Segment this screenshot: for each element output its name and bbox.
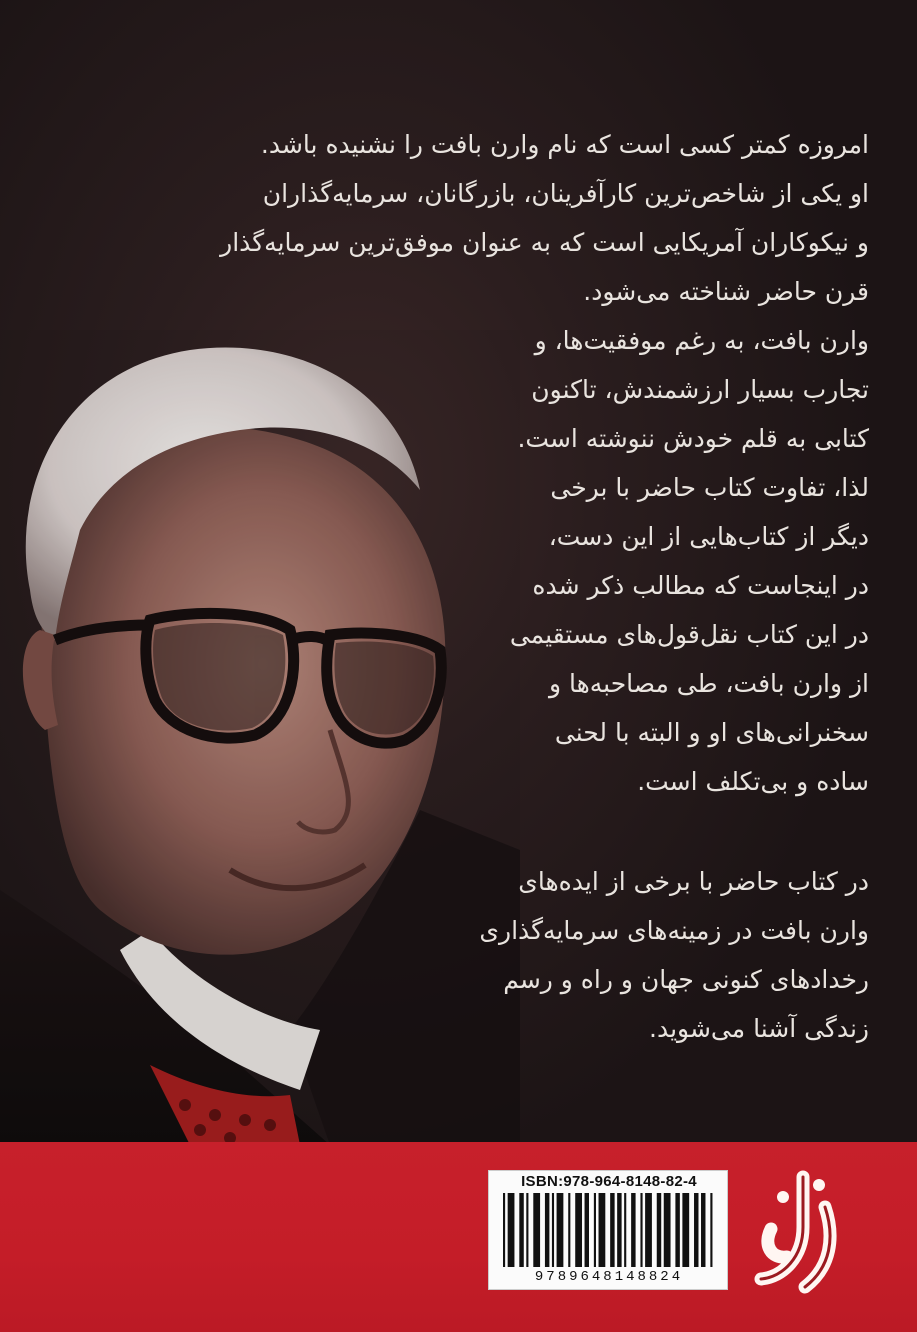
text-line: تجارب بسیار ارزشمندش، تاکنون bbox=[531, 375, 869, 404]
barcode-bar bbox=[701, 1193, 705, 1267]
barcode-bar bbox=[617, 1193, 621, 1267]
barcode-bar bbox=[568, 1193, 570, 1267]
description-paragraph-2 bbox=[229, 857, 869, 1053]
text-line: امروزه کمتر کسی است که نام وارن بافت را نشنیده باشد. bbox=[260, 130, 869, 159]
text-line: در کتاب حاضر با برخی از ایده‌های bbox=[518, 867, 869, 896]
description-paragraph-1 bbox=[220, 120, 869, 806]
text-line: وارن بافت در زمینه‌های سرمایه‌گذاری bbox=[479, 916, 869, 945]
text-line: قرن حاضر شناخته می‌شود. bbox=[583, 277, 869, 306]
barcode-bar bbox=[557, 1193, 564, 1267]
text-line: و نیکوکاران آمریکایی است که به عنوان موفق‌ترین سرمایه‌گذار bbox=[220, 228, 869, 257]
barcode-bar bbox=[594, 1193, 596, 1267]
isbn-label: ISBN:978-964-8148-82-4 bbox=[521, 1173, 697, 1190]
barcode-bar bbox=[519, 1193, 523, 1267]
barcode-bar bbox=[710, 1193, 712, 1267]
text-line: رخدادهای کنونی جهان و راه و رسم bbox=[503, 965, 869, 994]
barcode-digits: 9789648148824 bbox=[534, 1269, 684, 1285]
barcode-bars-icon bbox=[499, 1193, 719, 1267]
text-line: سخنرانی‌های او و البته با لحنی bbox=[554, 718, 869, 747]
barcode-bar bbox=[624, 1193, 626, 1267]
barcode-bar bbox=[545, 1193, 549, 1267]
barcode-bar bbox=[526, 1193, 528, 1267]
barcode-bar bbox=[610, 1193, 614, 1267]
text-line: لذا، تفاوت کتاب حاضر با برخی bbox=[550, 473, 869, 502]
barcode-bar bbox=[682, 1193, 689, 1267]
text-line: وارن بافت، به رغم موفقیت‌ها، و bbox=[534, 326, 869, 355]
barcode-bar bbox=[575, 1193, 582, 1267]
publisher-logo bbox=[743, 1167, 843, 1297]
text-line: او یکی از شاخص‌ترین کارآفرینان، بازرگانان، سرمایه‌گذاران bbox=[262, 179, 869, 208]
text-line: ساده و بی‌تکلف است. bbox=[637, 767, 869, 796]
isbn-barcode bbox=[488, 1170, 728, 1290]
barcode-bar bbox=[657, 1193, 661, 1267]
barcode-bar bbox=[503, 1193, 505, 1267]
barcode-bar bbox=[552, 1193, 554, 1267]
text-line: در این کتاب نقل‌قول‌های مستقیمی bbox=[509, 620, 869, 649]
barcode-bar bbox=[508, 1193, 515, 1267]
text-line: در اینجاست که مطالب ذکر شده bbox=[532, 571, 869, 600]
barcode-bar bbox=[585, 1193, 589, 1267]
text-line: دیگر از کتاب‌هایی از این دست، bbox=[548, 522, 869, 551]
text-line: از وارن بافت، طی مصاحبه‌ها و bbox=[548, 669, 869, 698]
barcode-bar bbox=[640, 1193, 642, 1267]
barcode-bar bbox=[645, 1193, 652, 1267]
barcode-bar bbox=[599, 1193, 606, 1267]
text-line: زندگی آشنا می‌شوید. bbox=[649, 1014, 869, 1043]
barcode-bar bbox=[533, 1193, 540, 1267]
barcode-bar bbox=[675, 1193, 679, 1267]
barcode-bar bbox=[631, 1193, 635, 1267]
publisher-logo-icon bbox=[743, 1167, 843, 1297]
barcode-bar bbox=[664, 1193, 671, 1267]
barcode-bar bbox=[694, 1193, 698, 1267]
text-line: کتابی به قلم خودش ننوشته است. bbox=[517, 424, 869, 453]
